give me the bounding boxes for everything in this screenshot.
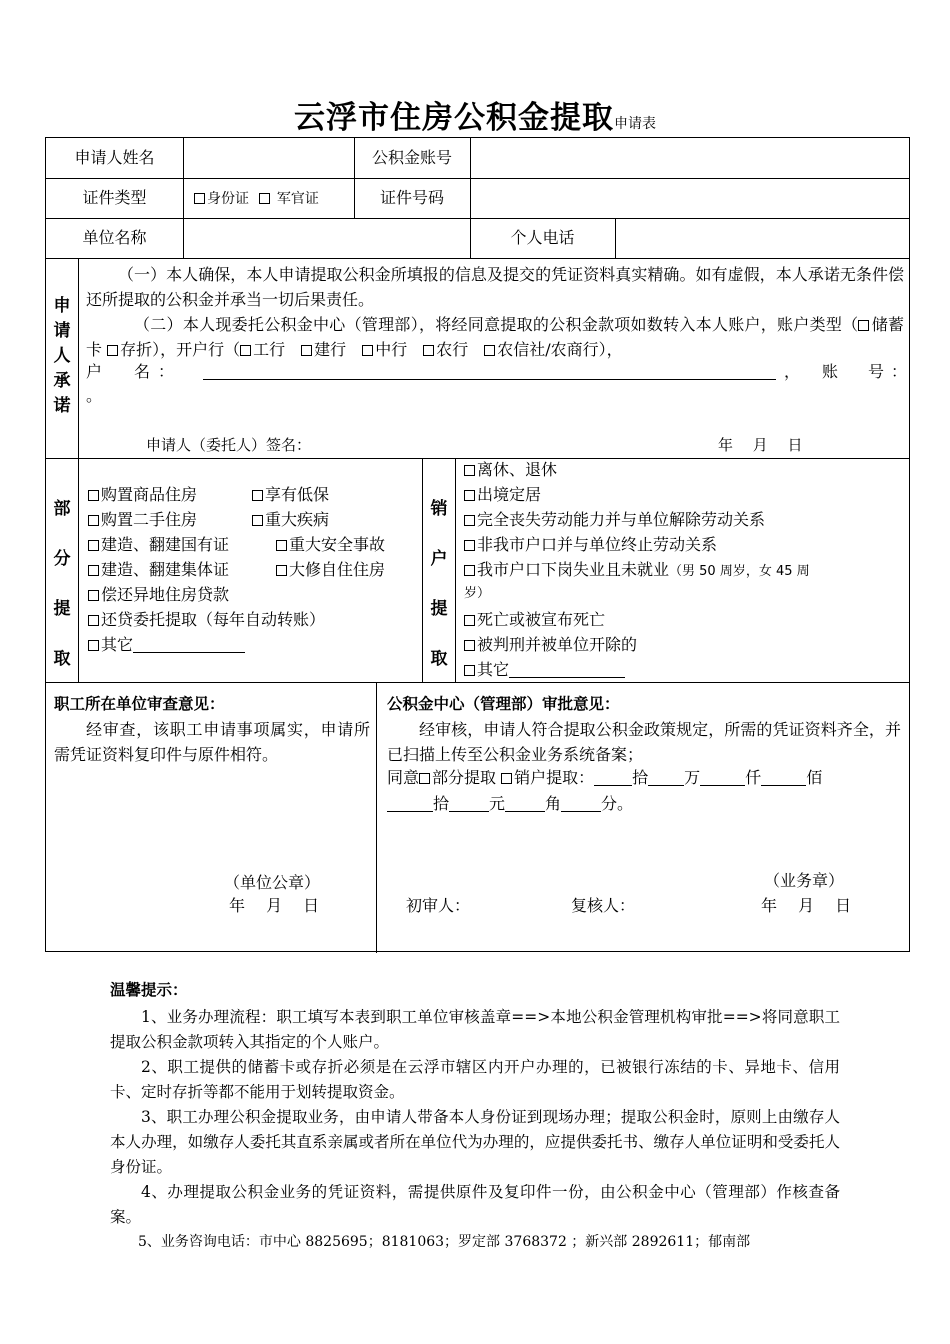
bank-boc-checkbox[interactable] [362, 345, 373, 356]
pledge-section-label: 申请人承诺 [53, 296, 71, 416]
partial-option[interactable]: 重大安全事故 [276, 535, 385, 555]
partial-option[interactable]: 建造、翻建集体证 [88, 560, 229, 580]
name-label: 申请人姓名 [74, 148, 155, 167]
partial-option[interactable]: 享有低保 [252, 485, 329, 505]
pledge-paragraph-2 [86, 312, 904, 362]
partial-option[interactable]: 购置商品住房 [88, 485, 197, 505]
bank-icbc-checkbox[interactable] [240, 345, 251, 356]
partial-option[interactable]: 建造、翻建国有证 [88, 535, 229, 555]
closing-option[interactable]: 出境定居 [464, 485, 541, 505]
partial-option[interactable]: 大修自住住房 [276, 560, 385, 580]
unit-review-body: 经审查，该职工申请事项属实，申请所需凭证资料复印件与原件相符。 [54, 720, 370, 764]
unit-review-title: 职工所在单位审查意见： [54, 695, 225, 713]
bank-ccb-label: 建行 [314, 340, 347, 359]
amount-blank[interactable] [387, 795, 433, 812]
closing-option[interactable]: 我市户口下岗失业且未就业（男 50 周岁，女 45 周 [464, 560, 810, 582]
unit-review-date: 年 月 日 [229, 896, 320, 915]
account-label: 公积金账号 [371, 148, 452, 167]
officer-card-label: 军官证 [276, 191, 319, 207]
col-divider [78, 258, 79, 682]
unit-label: 单位名称 [82, 228, 147, 247]
partial-approve-checkbox[interactable] [419, 773, 430, 784]
approval-line-1 [387, 768, 822, 788]
center-review-body: 经审核，申请人符合提取公积金政策规定，所需的凭证资料齐全，并已扫描上传至公积金业务系统备案； [387, 720, 901, 764]
closing-option[interactable]: 非我市户口并与单位终止劳动关系 [464, 535, 717, 555]
tip-item: 2、职工提供的储蓄卡或存折必须是在云浮市辖区内开户办理的，已被银行冻结的卡、异地卡、信用卡、定时存折等都不能用于划转提取资金。 [110, 1058, 840, 1101]
amount-blank[interactable] [700, 769, 745, 786]
form-title [0, 92, 950, 137]
col-divider [455, 458, 456, 682]
pledge-paragraph-1: （一）本人确保，本人申请提取公积金所填报的信息及提交的凭证资料真实精确。如有虚假，本人承诺无条件偿还所提取的公积金并承当一切后果责任。 [86, 265, 904, 309]
amount-blank[interactable] [449, 795, 489, 812]
tip-item: 1、业务办理流程：职工填写本表到职工单位审核盖章==>本地公积金管理机构审批==>将同意职工提取公积金款项转入其指定的个人账户。 [110, 1008, 840, 1051]
signature-label: 申请人（委托人）签名： [146, 436, 312, 454]
age-note-line1: （男 50 周岁，女 45 周 [669, 564, 810, 579]
bank-ccb-checkbox[interactable] [301, 345, 312, 356]
partial-option[interactable]: 重大疾病 [252, 510, 329, 530]
passbook-label: 存折 [120, 340, 153, 359]
pledge-text-a: （二）本人现委托公积金中心（管理部），将经同意提取的公积金款项如数转入本人账户，账户类型（ [134, 315, 859, 334]
row-divider [46, 218, 909, 219]
id-number-field[interactable] [473, 180, 903, 216]
amount-unit: 角 [545, 794, 562, 813]
col-divider [615, 218, 616, 258]
row-divider [46, 178, 909, 179]
amount-blank[interactable] [505, 795, 545, 812]
unit-seal: （单位公章） [224, 873, 321, 892]
name-field[interactable] [186, 140, 352, 176]
partial-option[interactable]: 其它 [88, 635, 245, 655]
phone-label: 个人电话 [510, 228, 575, 247]
pledge-date: 年 月 日 [718, 436, 803, 454]
amount-unit: 元 [489, 794, 506, 813]
amount-blank[interactable] [561, 795, 601, 812]
id-card-label: 身份证 [207, 191, 249, 207]
closing-other-field[interactable] [509, 661, 625, 678]
col-divider [183, 138, 184, 258]
savings-card-checkbox[interactable] [858, 320, 869, 331]
officer-card-checkbox[interactable] [259, 193, 270, 204]
closing-option[interactable]: 完全丧失劳动能力并与单位解除劳动关系 [464, 510, 765, 530]
amount-unit: 万 [684, 768, 701, 787]
close-approve-label: 销户提取： [514, 768, 595, 787]
tip-item: 4、办理提取公积金业务的凭证资料，需提供原件及复印件一份，由公积金中心（管理部）作核查备案。 [110, 1183, 840, 1226]
partial-option[interactable]: 偿还异地住房贷款 [88, 585, 229, 605]
bank-abc-checkbox[interactable] [423, 345, 434, 356]
col-divider [376, 682, 377, 953]
bank-abc-label: 农行 [436, 340, 469, 359]
id-card-checkbox[interactable] [194, 193, 205, 204]
end-mark: 。 [86, 386, 103, 405]
partial-approve-label: 部分提取 [432, 768, 497, 787]
id-number-label: 证件号码 [379, 188, 444, 207]
tips-heading: 温馨提示： [110, 981, 188, 999]
partial-other-field[interactable] [133, 636, 245, 653]
tip-item: 3、职工办理公积金提取业务，由申请人带备本人身份证到现场办理；提取公积金时，原则上由缴存人本人办理，如缴存人委托其直系亲属或者所在单位代为办理的，应提供委托书、缴存人单位证明和受委托人身份证。 [110, 1108, 840, 1176]
amount-unit: 拾 [433, 794, 450, 813]
bank-icbc-label: 工行 [253, 340, 286, 359]
center-review-title: 公积金中心（管理部）审批意见： [387, 695, 620, 713]
account-field[interactable] [473, 140, 903, 176]
closing-option[interactable]: 离休、退休 [464, 460, 557, 480]
amount-blank[interactable] [648, 769, 684, 786]
row-divider [46, 458, 909, 459]
amount-unit: 分。 [601, 794, 634, 813]
bank-rcc-checkbox[interactable] [484, 345, 495, 356]
tip-item: 5、业务咨询电话：市中心 8825695；8181063；罗定部 3768372 ；新兴部 2892611；郁南部 [138, 1234, 751, 1250]
row-divider [46, 682, 909, 683]
partial-option[interactable]: 购置二手住房 [88, 510, 197, 530]
id-type-options [194, 189, 319, 209]
age-note-line2: 岁） [464, 586, 491, 601]
passbook-checkbox[interactable] [107, 345, 118, 356]
business-seal: （业务章） [764, 871, 845, 890]
amount-unit: 拾 [632, 768, 649, 787]
bank-boc-label: 中行 [375, 340, 408, 359]
amount-blank[interactable] [761, 769, 806, 786]
title-suffix: 申请表 [614, 116, 656, 132]
application-form [45, 137, 915, 952]
closing-option[interactable]: 其它 [464, 660, 625, 680]
tips-section [110, 978, 840, 1255]
amount-blank[interactable] [594, 769, 632, 786]
closing-section-label: 销户提取 [430, 499, 448, 669]
second-reviewer-label: 复核人： [571, 896, 636, 915]
unit-field[interactable] [186, 220, 468, 256]
partial-section-label: 部分提取 [53, 499, 71, 669]
first-reviewer-label: 初审人： [406, 896, 471, 915]
pledge-text-c: ）， [598, 340, 623, 359]
amount-unit: 佰 [806, 768, 823, 787]
close-approve-checkbox[interactable] [501, 773, 512, 784]
closing-option[interactable]: 被判刑并被单位开除的 [464, 635, 637, 655]
savings-card-label: 储蓄卡 [86, 315, 904, 359]
title-main: 云浮市住房公积金提取 [294, 100, 614, 136]
id-type-label: 证件类型 [82, 188, 147, 207]
holder-field[interactable] [203, 363, 776, 380]
col-divider [422, 458, 423, 682]
center-review-date: 年 月 日 [761, 896, 852, 915]
account-no-label: ， 账 号： [784, 362, 915, 381]
phone-field[interactable] [618, 220, 903, 256]
pledge-text-b: ），开户行（ [152, 340, 241, 359]
closing-option[interactable]: 死亡或被宣布死亡 [464, 610, 605, 630]
bank-rcc-label: 农信社/农商行 [497, 340, 599, 359]
approval-line-2 [387, 794, 633, 814]
amount-unit: 仟 [745, 768, 762, 787]
partial-option[interactable]: 还贷委托提取（每年自动转账） [88, 610, 325, 630]
agree-label: 同意 [387, 768, 420, 787]
holder-label: 户 名： [86, 362, 183, 381]
row-divider [46, 258, 909, 259]
